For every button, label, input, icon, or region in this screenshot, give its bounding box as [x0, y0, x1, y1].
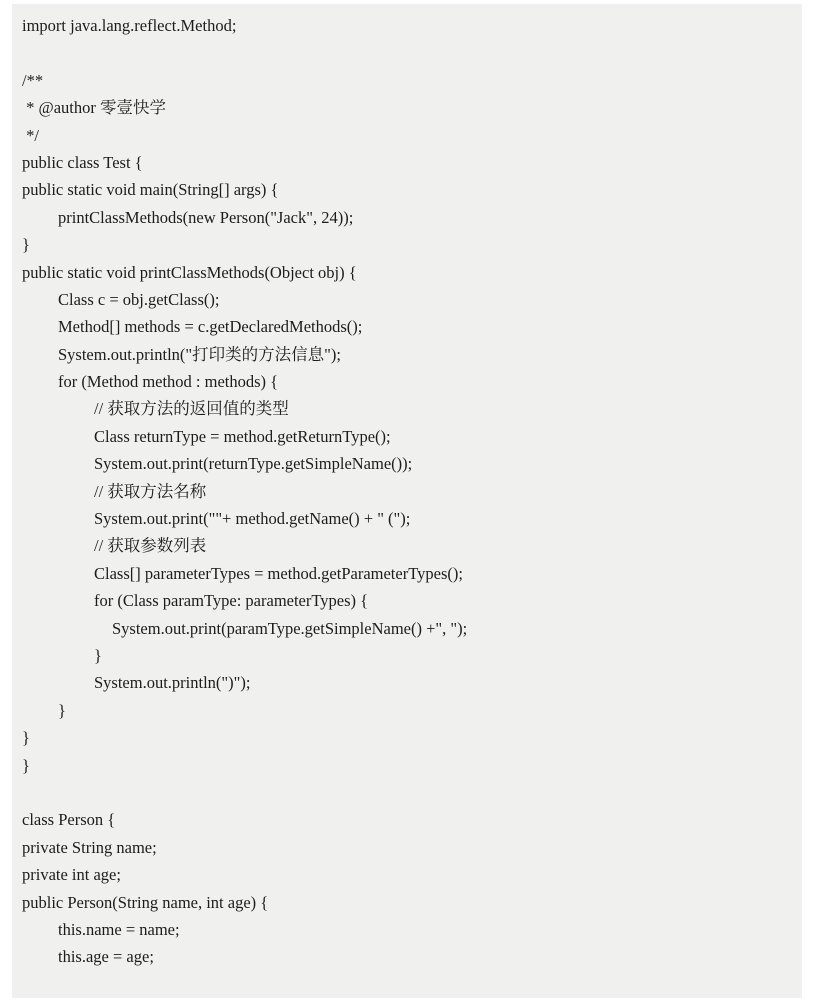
code-line: } [22, 755, 30, 775]
code-line: } [22, 235, 30, 255]
code-line: this.name = name; [58, 919, 180, 939]
code-line: System.out.println("打印类的方法信息"); [58, 344, 341, 364]
code-line: public static void main(String[] args) { [22, 180, 279, 200]
code-line: } [22, 728, 30, 748]
code-line: */ [22, 125, 39, 145]
code-line: // 获取方法名称 [94, 481, 207, 501]
code-line [12, 779, 802, 806]
code-line: Class c = obj.getClass(); [58, 289, 220, 309]
code-line: System.out.println(")"); [94, 673, 251, 693]
code-line: } [94, 645, 102, 665]
code-line: public static void printClassMethods(Object obj) { [22, 262, 357, 282]
code-line: } [58, 700, 66, 720]
code-line: this.age = age; [58, 947, 154, 967]
code-line: System.out.print(paramType.getSimpleName() +", "); [112, 618, 468, 638]
code-line: private int age; [22, 865, 121, 885]
code-line: // 获取方法的返回值的类型 [94, 399, 289, 419]
code-line: public Person(String name, int age) { [22, 892, 269, 912]
code-line: public class Test { [22, 152, 143, 172]
code-line [12, 39, 802, 66]
code-line: * @author 零壹快学 [22, 98, 166, 118]
code-line: printClassMethods(new Person("Jack", 24)); [58, 207, 354, 227]
code-line: Class returnType = method.getReturnType(); [94, 426, 391, 446]
code-line: import java.lang.reflect.Method; [22, 16, 237, 35]
code-line: Class[] parameterTypes = method.getParameterTypes(); [94, 563, 463, 583]
code-line: System.out.print(returnType.getSimpleName()); [94, 454, 413, 474]
code-line: for (Class paramType: parameterTypes) { [94, 591, 369, 611]
code-line: class Person { [22, 810, 116, 830]
code-line: // 获取参数列表 [94, 536, 207, 556]
code-line: private String name; [22, 837, 157, 857]
code-line: Method[] methods = c.getDeclaredMethods(); [58, 317, 363, 337]
code-block [12, 4, 802, 998]
code-line: System.out.print(""+ method.getName() + " ("); [94, 509, 411, 529]
code-line: /** [22, 70, 44, 90]
code-line: for (Method method : methods) { [58, 372, 279, 392]
